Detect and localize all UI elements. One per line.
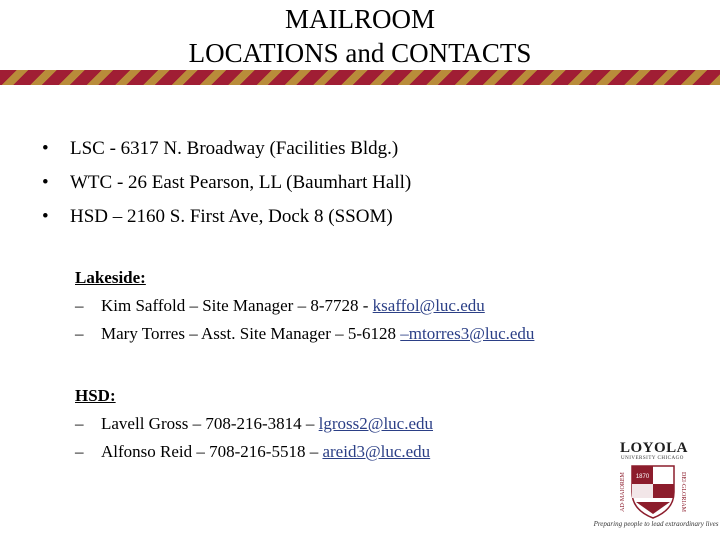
hsd-heading: HSD:: [75, 386, 116, 405]
email-link[interactable]: areid3@luc.edu: [322, 442, 431, 461]
location-text: LSC - 6317 N. Broadway (Facilities Bldg.): [70, 138, 399, 159]
bullet-icon: •: [42, 172, 49, 193]
contact-row: [75, 292, 534, 320]
logo-subtitle: UNIVERSITY CHICAGO: [621, 456, 684, 461]
logo-year: 1870: [635, 474, 650, 480]
title-stripe: [0, 70, 720, 85]
email-link[interactable]: lgross2@luc.edu: [318, 414, 434, 433]
dash-icon: –: [75, 324, 84, 343]
location-text: WTC - 26 East Pearson, LL (Baumhart Hall): [70, 172, 412, 193]
title-line-2: LOCATIONS and CONTACTS: [188, 38, 532, 68]
page-title: [0, 2, 720, 70]
contact-row: [75, 438, 433, 466]
location-item: [42, 166, 411, 200]
locations-list: [42, 132, 411, 234]
contact-text: Mary Torres – Asst. Site Manager – 5-6128: [101, 324, 401, 343]
bullet-icon: •: [42, 206, 49, 227]
title-line-1: MAILROOM: [284, 4, 435, 34]
logo-left-text: AD·MAIOREM: [620, 472, 626, 512]
dash-icon: –: [75, 442, 84, 461]
email-link[interactable]: –mtorres3@luc.edu: [400, 324, 535, 343]
location-item: [42, 132, 411, 166]
contact-text: Alfonso Reid – 708-216-5518 –: [101, 442, 323, 461]
location-item: [42, 200, 411, 234]
contact-text: Kim Saffold – Site Manager – 8-7728 -: [101, 296, 373, 315]
lakeside-contacts: [75, 264, 534, 348]
contact-text: Lavell Gross – 708-216-3814 –: [101, 414, 319, 433]
contact-row: [75, 410, 433, 438]
contact-row: [75, 320, 534, 348]
dash-icon: –: [75, 296, 84, 315]
logo-name: LOYOLA: [620, 440, 689, 456]
email-link[interactable]: ksaffol@luc.edu: [372, 296, 485, 315]
logo-right-text: DEI·GLORIAM: [680, 472, 686, 512]
bullet-icon: •: [42, 138, 49, 159]
logo-tagline: Preparing people to lead extraordinary lives: [593, 520, 719, 528]
loyola-logo: [592, 440, 720, 540]
lakeside-heading: Lakeside:: [75, 268, 146, 287]
location-text: HSD – 2160 S. First Ave, Dock 8 (SSOM): [70, 206, 393, 227]
dash-icon: –: [75, 414, 84, 433]
shield-icon: [618, 462, 688, 520]
hsd-contacts: [75, 382, 433, 466]
